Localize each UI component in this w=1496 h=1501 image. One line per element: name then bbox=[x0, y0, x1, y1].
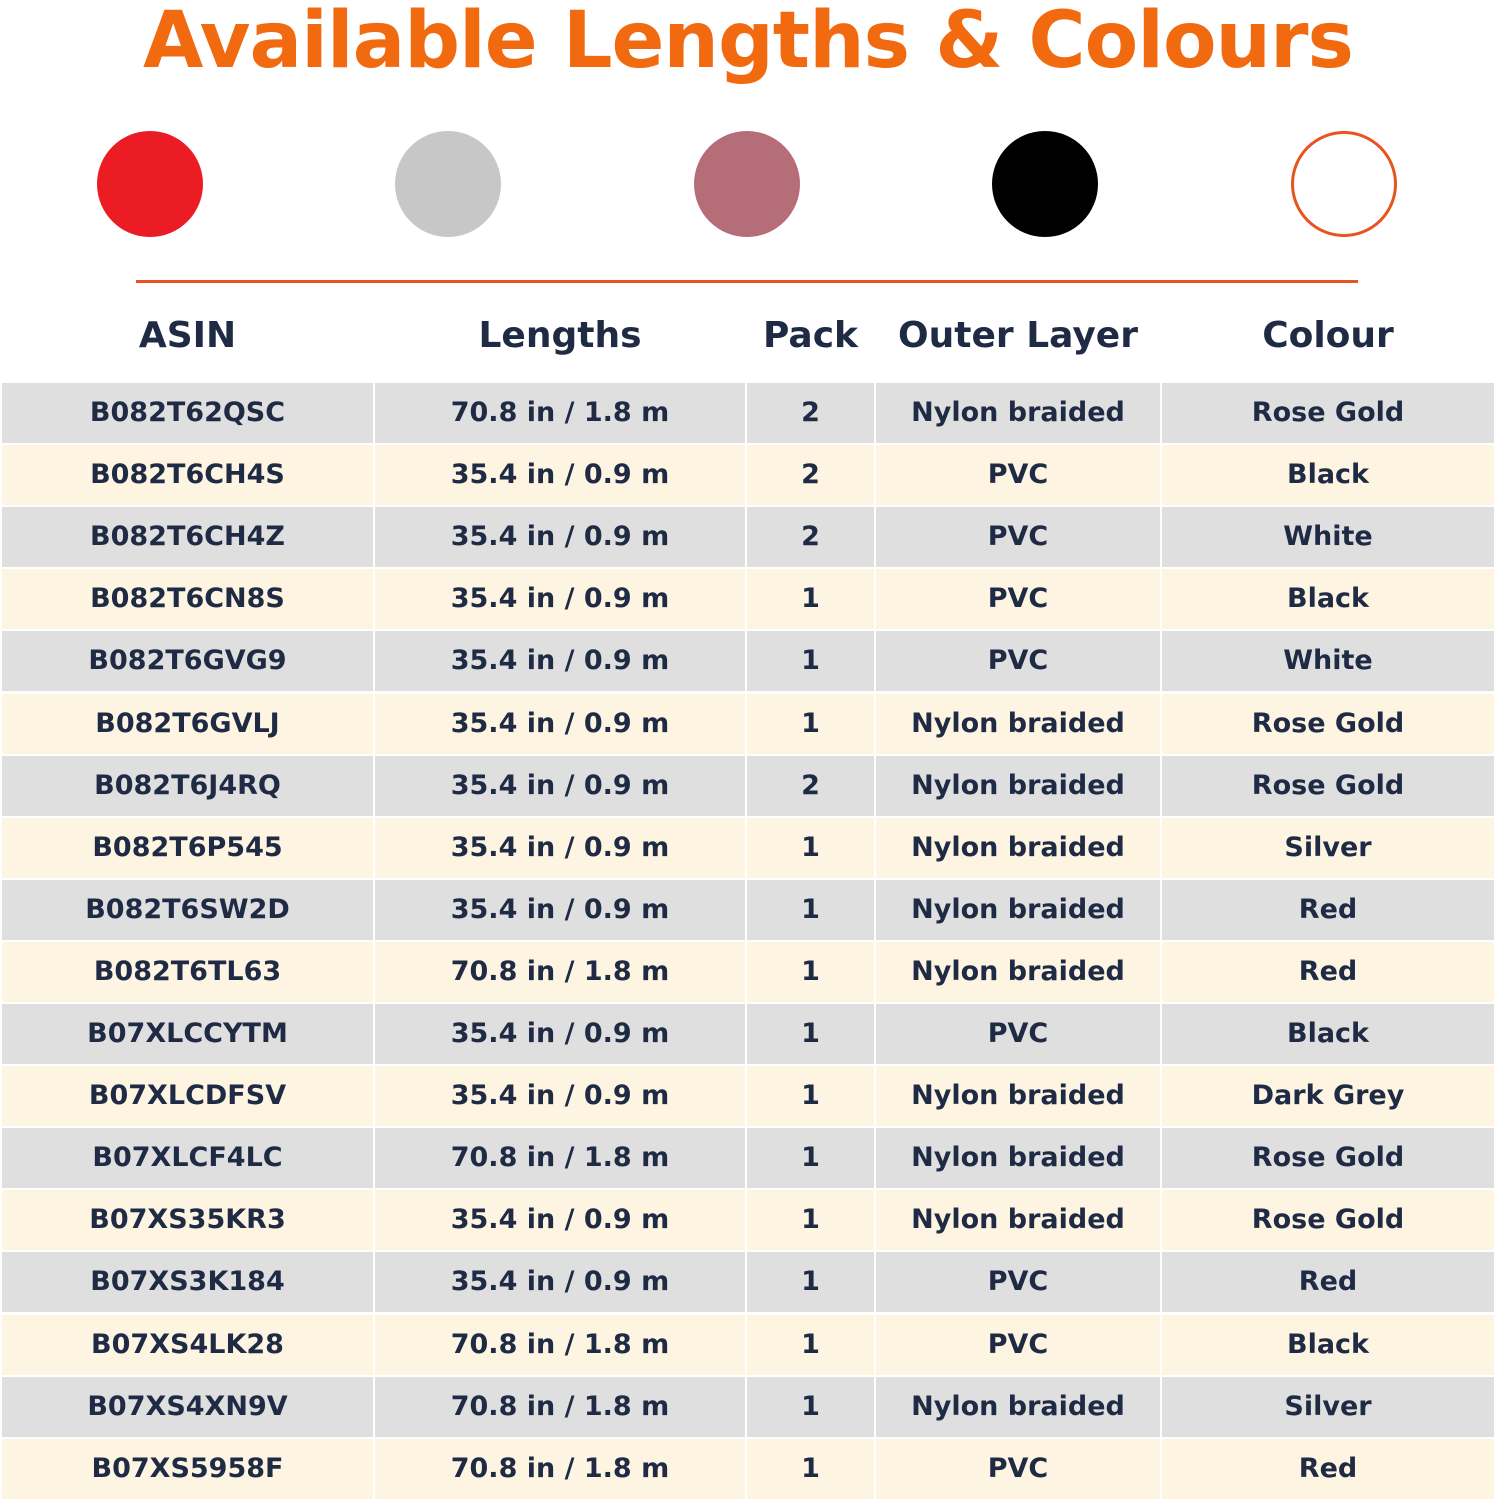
cell-colour: White bbox=[1162, 507, 1494, 567]
cell-colour: Black bbox=[1162, 1004, 1494, 1064]
cell-length: 70.8 in / 1.8 m bbox=[375, 1439, 745, 1499]
cell-outer-layer: Nylon braided bbox=[876, 694, 1160, 754]
cell-asin: B07XLCF4LC bbox=[2, 1128, 373, 1188]
cell-length: 35.4 in / 0.9 m bbox=[375, 507, 745, 567]
cell-pack: 1 bbox=[747, 1439, 874, 1499]
cell-pack: 2 bbox=[747, 756, 874, 816]
cell-asin: B07XS3K184 bbox=[2, 1252, 373, 1312]
cell-colour: Black bbox=[1162, 569, 1494, 629]
column-header-pack: Pack bbox=[763, 315, 858, 356]
cell-colour: Rose Gold bbox=[1162, 694, 1494, 754]
cell-colour: White bbox=[1162, 631, 1494, 691]
cell-outer-layer: PVC bbox=[876, 1252, 1160, 1312]
cell-outer-layer: PVC bbox=[876, 445, 1160, 505]
table-row bbox=[0, 818, 1496, 880]
column-header-outer-layer: Outer Layer bbox=[898, 315, 1138, 356]
table-row bbox=[0, 383, 1496, 445]
cell-length: 70.8 in / 1.8 m bbox=[375, 383, 745, 443]
cell-length: 35.4 in / 0.9 m bbox=[375, 694, 745, 754]
table-row bbox=[0, 880, 1496, 942]
cell-colour: Rose Gold bbox=[1162, 756, 1494, 816]
column-header-asin: ASIN bbox=[138, 315, 237, 356]
cell-pack: 1 bbox=[747, 880, 874, 940]
swatch-white-circle bbox=[1291, 131, 1397, 237]
cell-colour: Red bbox=[1162, 1252, 1494, 1312]
swatch-red-circle bbox=[97, 131, 203, 237]
cell-outer-layer: Nylon braided bbox=[876, 383, 1160, 443]
cell-pack: 1 bbox=[747, 694, 874, 754]
table-row bbox=[0, 942, 1496, 1004]
table-row bbox=[0, 1190, 1496, 1252]
cell-colour: Rose Gold bbox=[1162, 383, 1494, 443]
cell-colour: Black bbox=[1162, 1315, 1494, 1375]
cell-colour: Silver bbox=[1162, 818, 1494, 878]
cell-asin: B07XLCCYTM bbox=[2, 1004, 373, 1064]
cell-colour: Red bbox=[1162, 1439, 1494, 1499]
cell-length: 35.4 in / 0.9 m bbox=[375, 1190, 745, 1250]
table-row bbox=[0, 1128, 1496, 1190]
cell-pack: 1 bbox=[747, 569, 874, 629]
cell-pack: 1 bbox=[747, 1004, 874, 1064]
cell-asin: B082T62QSC bbox=[2, 383, 373, 443]
cell-outer-layer: Nylon braided bbox=[876, 756, 1160, 816]
cell-length: 70.8 in / 1.8 m bbox=[375, 1377, 745, 1437]
cell-asin: B082T6CH4Z bbox=[2, 507, 373, 567]
cell-pack: 1 bbox=[747, 942, 874, 1002]
cell-outer-layer: Nylon braided bbox=[876, 1190, 1160, 1250]
table-row bbox=[0, 507, 1496, 569]
cell-asin: B082T6P545 bbox=[2, 818, 373, 878]
cell-colour: Red bbox=[1162, 880, 1494, 940]
cell-outer-layer: Nylon braided bbox=[876, 818, 1160, 878]
swatch-black-circle bbox=[992, 131, 1098, 237]
cell-outer-layer: Nylon braided bbox=[876, 880, 1160, 940]
table-row bbox=[0, 1439, 1496, 1501]
table-row bbox=[0, 631, 1496, 693]
column-header-colour: Colour bbox=[1262, 315, 1394, 356]
cell-pack: 1 bbox=[747, 1377, 874, 1437]
cell-asin: B07XS4LK28 bbox=[2, 1315, 373, 1375]
cell-pack: 1 bbox=[747, 631, 874, 691]
cell-asin: B082T6TL63 bbox=[2, 942, 373, 1002]
cell-pack: 2 bbox=[747, 507, 874, 567]
cell-length: 35.4 in / 0.9 m bbox=[375, 818, 745, 878]
table-row bbox=[0, 694, 1496, 756]
cell-length: 35.4 in / 0.9 m bbox=[375, 569, 745, 629]
cell-length: 70.8 in / 1.8 m bbox=[375, 1128, 745, 1188]
cell-asin: B082T6J4RQ bbox=[2, 756, 373, 816]
cell-colour: Red bbox=[1162, 942, 1494, 1002]
cell-pack: 1 bbox=[747, 1128, 874, 1188]
table-row bbox=[0, 1066, 1496, 1128]
table-row bbox=[0, 1252, 1496, 1314]
cell-asin: B082T6CH4S bbox=[2, 445, 373, 505]
cell-outer-layer: PVC bbox=[876, 1004, 1160, 1064]
cell-length: 35.4 in / 0.9 m bbox=[375, 631, 745, 691]
cell-pack: 2 bbox=[747, 383, 874, 443]
cell-pack: 1 bbox=[747, 1066, 874, 1126]
cell-length: 35.4 in / 0.9 m bbox=[375, 445, 745, 505]
cell-asin: B07XS5958F bbox=[2, 1439, 373, 1499]
cell-length: 35.4 in / 0.9 m bbox=[375, 1004, 745, 1064]
cell-pack: 1 bbox=[747, 1252, 874, 1312]
table-row bbox=[0, 569, 1496, 631]
column-header-lengths: Lengths bbox=[478, 315, 642, 356]
cell-pack: 2 bbox=[747, 445, 874, 505]
cell-outer-layer: PVC bbox=[876, 1439, 1160, 1499]
cell-asin: B082T6GVG9 bbox=[2, 631, 373, 691]
cell-outer-layer: Nylon braided bbox=[876, 1066, 1160, 1126]
cell-asin: B07XS4XN9V bbox=[2, 1377, 373, 1437]
table-row bbox=[0, 1377, 1496, 1439]
cell-length: 70.8 in / 1.8 m bbox=[375, 942, 745, 1002]
cell-outer-layer: Nylon braided bbox=[876, 942, 1160, 1002]
page-title: Available Lengths & Colours bbox=[143, 0, 1353, 86]
cell-outer-layer: Nylon braided bbox=[876, 1377, 1160, 1437]
cell-asin: B082T6GVLJ bbox=[2, 694, 373, 754]
cell-pack: 1 bbox=[747, 818, 874, 878]
cell-asin: B082T6CN8S bbox=[2, 569, 373, 629]
cell-colour: Silver bbox=[1162, 1377, 1494, 1437]
cell-colour: Rose Gold bbox=[1162, 1190, 1494, 1250]
cell-colour: Dark Grey bbox=[1162, 1066, 1494, 1126]
cell-outer-layer: PVC bbox=[876, 631, 1160, 691]
table-row bbox=[0, 445, 1496, 507]
cell-colour: Black bbox=[1162, 445, 1494, 505]
cell-outer-layer: PVC bbox=[876, 507, 1160, 567]
cell-pack: 1 bbox=[747, 1190, 874, 1250]
cell-outer-layer: PVC bbox=[876, 569, 1160, 629]
cell-asin: B082T6SW2D bbox=[2, 880, 373, 940]
cell-asin: B07XS35KR3 bbox=[2, 1190, 373, 1250]
cell-pack: 1 bbox=[747, 1315, 874, 1375]
cell-length: 35.4 in / 0.9 m bbox=[375, 880, 745, 940]
swatch-rose-gold-circle bbox=[694, 131, 800, 237]
cell-asin: B07XLCDFSV bbox=[2, 1066, 373, 1126]
table-row bbox=[0, 756, 1496, 818]
table-row bbox=[0, 1315, 1496, 1377]
header-divider bbox=[136, 280, 1358, 283]
cell-outer-layer: Nylon braided bbox=[876, 1128, 1160, 1188]
cell-length: 35.4 in / 0.9 m bbox=[375, 756, 745, 816]
cell-length: 70.8 in / 1.8 m bbox=[375, 1315, 745, 1375]
cell-outer-layer: PVC bbox=[876, 1315, 1160, 1375]
cell-length: 35.4 in / 0.9 m bbox=[375, 1066, 745, 1126]
table-row bbox=[0, 1004, 1496, 1066]
cell-length: 35.4 in / 0.9 m bbox=[375, 1252, 745, 1312]
swatch-silver-circle bbox=[395, 131, 501, 237]
cell-colour: Rose Gold bbox=[1162, 1128, 1494, 1188]
